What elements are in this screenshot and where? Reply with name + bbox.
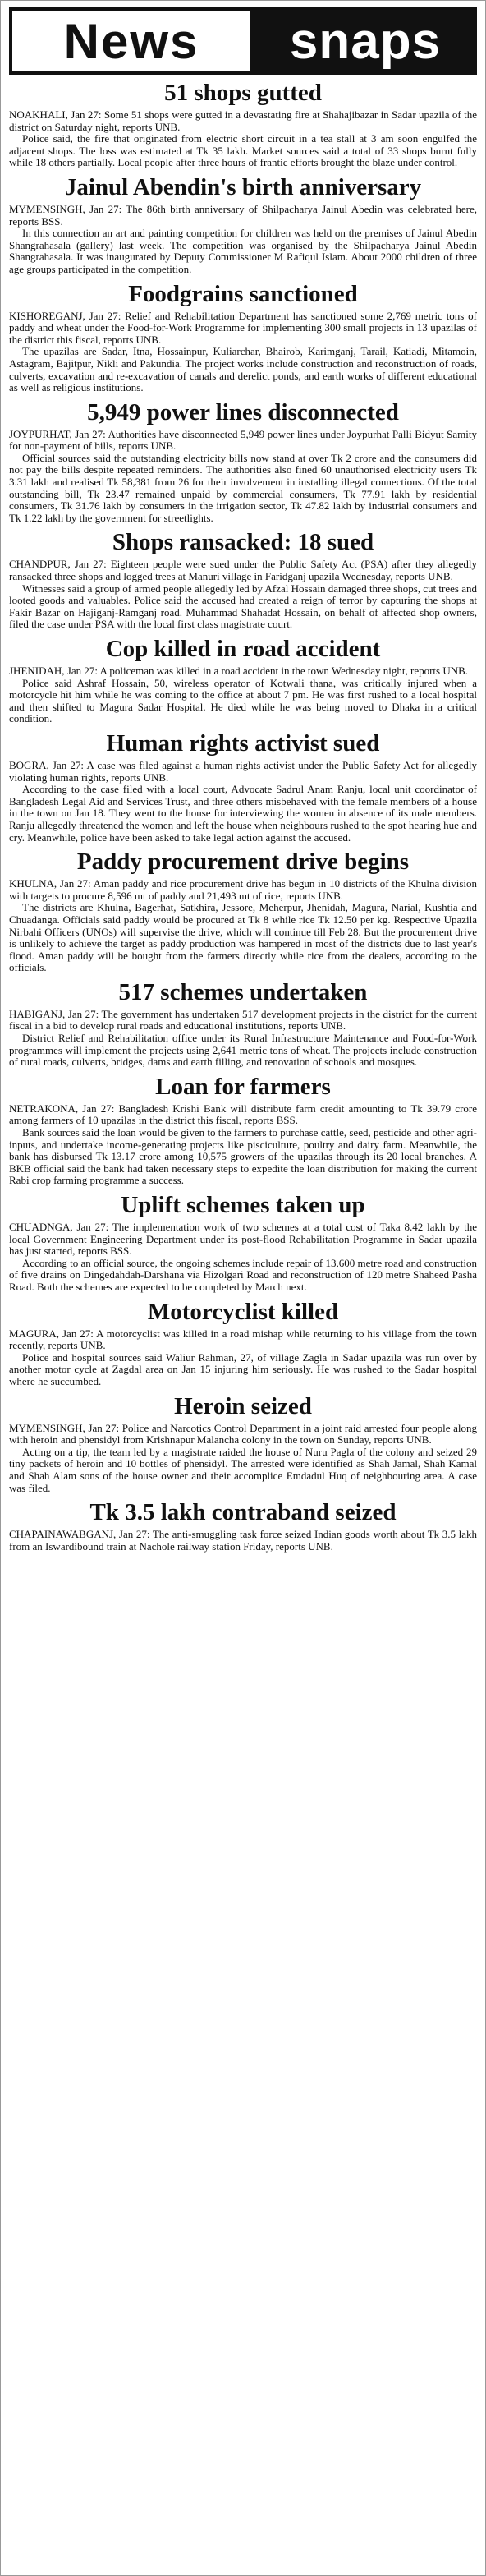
story-headline: Heroin seized — [174, 1392, 312, 1419]
story-headline: Paddy procurement drive begins — [76, 849, 410, 876]
news-story — [9, 1192, 477, 1294]
news-story — [9, 529, 477, 631]
story-body-paragraph: According to an official source, the ongoing schemes include repair of 13,600 metre road and construction of five drains on Dingedahdah-Darshana via Hizolgari Road and reconstruction of 120 metre Shaheed Pasha Road. Both the schemes are expected to be completed by March next. — [9, 1256, 477, 1293]
news-story — [9, 1074, 477, 1187]
story-lead-paragraph: MYMENSINGH, Jan 27: The 86th birth anniversary of Shilpacharya Jainul Abedin was celebrated here, reports BSS. — [9, 202, 477, 228]
story-body-paragraph: District Relief and Rehabilitation office under its Rural Infrastructure Maintenance and Food-for-Work programmes will implement the projects using 2,641 metric tons of wheat. The projects include construction of rural roads, culverts, bridges, dams and earth filling, and renovation of schools and mosques. — [9, 1032, 477, 1069]
story-body-paragraph: Police and hospital sources said Waliur Rahman, 27, of village Zagla in Sadar upazila was run over by another motor cycle at Zagdal area on Jan 15 injuring him seriously. He was rushed to the Sadar hospital where he succumbed. — [9, 1350, 477, 1387]
news-story — [9, 979, 477, 1069]
story-body-paragraph: Witnesses said a group of armed people allegedly led by Afzal Hossain damaged three shops, cut trees and looted goods and valuables. Police said the accused had created a reign of terror by capturing the shops at Fakir Bazar on Hajiganj-Ramganj road. Muhammad Shahadat Hossain, on behalf of affected shop owners, filed the case under PSA with the local first class magistrate court. — [9, 582, 477, 631]
story-headline: Motorcyclist killed — [147, 1298, 339, 1325]
story-headline: Uplift schemes taken up — [121, 1192, 365, 1218]
news-story — [9, 399, 477, 525]
story-headline: 51 shops gutted — [164, 80, 322, 106]
story-body-paragraph: According to the case filed with a local court, Advocate Sadrul Anam Ranju, local unit coordinator of Bangladesh Legal Aid and Services Trust, and three others misbehaved with the female members of a house in the town on Jan 18. They went to the house for interviewing the women in absence of its male members. Ranju allegedly threatened the women and left the house when neighbours rushed to the spot hearing hue and cry. Meanwhile, police have been asked to take legal action against the accused. — [9, 783, 477, 844]
news-story — [9, 1393, 477, 1495]
story-body-paragraph: The upazilas are Sadar, Itna, Hossainpur, Kuliarchar, Bhairob, Karimganj, Tarail, Katiadi, Mitamoin, Astagram, Bajitpur, Nikli and Pakundia. The project works include construction and reconstruction of roads, culverts, excavation and re-excavation of canals and derelict ponds, and earth works of different educational as well as religious institutions. — [9, 345, 477, 394]
story-headline: Human rights activist sued — [106, 729, 380, 757]
story-headline: Tk 3.5 lakh contraband seized — [89, 1499, 397, 1526]
story-lead-paragraph: MAGURA, Jan 27: A motorcyclist was killed in a road mishap while returning to his village from the town recently, reports UNB. — [9, 1327, 477, 1352]
story-headline: Jainul Abendin's birth anniversary — [64, 173, 422, 200]
news-story — [9, 281, 477, 394]
story-headline: Shops ransacked: 18 sued — [112, 529, 374, 556]
story-lead-paragraph: JOYPURHAT, Jan 27: Authorities have disconnected 5,949 power lines under Joypurhat Palli Bidyut Samity for non-payment of bills, reports UNB. — [9, 427, 477, 453]
story-lead-paragraph: JHENIDAH, Jan 27: A policeman was killed in a road accident in the town Wednesday night, reports UNB. — [9, 665, 469, 677]
story-lead-paragraph: HABIGANJ, Jan 27: The government has undertaken 517 development projects in the district for the current fiscal in a bid to develop rural roads and educational institutions, reports UNB. — [9, 1007, 477, 1033]
banner-news-label: News — [9, 7, 254, 75]
story-body-paragraph: Police said, the fire that originated from electric short circuit in a tea stall at 3 am soon engulfed the adjacent shops. The loss was estimated at Tk 35 lakh. Market sources said a total of 33 shops burnt fully while 18 others partially. Local people after three hours of frantic efforts brought the blaze under control. — [9, 132, 477, 169]
news-story — [9, 1499, 477, 1552]
story-body-paragraph: Police said Ashraf Hossain, 50, wireless operator of Kotwali thana, was critically injured when a motorcycle hit him while he was coming to the office at about 7 pm. He was first rushed to a local hospital and then shifted to Magura Sadar Hospital. He died while he was being moved to Dhaka in a critical condition. — [9, 676, 477, 725]
story-lead-paragraph: NOAKHALI, Jan 27: Some 51 shops were gutted in a devastating fire at Shahajibazar in Sadar upazila of the district on Saturday night, reports UNB. — [9, 108, 477, 133]
news-story — [9, 730, 477, 844]
banner-snaps-label: snaps — [254, 7, 477, 75]
news-story — [9, 1299, 477, 1388]
story-lead-paragraph: KHULNA, Jan 27: Aman paddy and rice procurement drive has begun in 10 districts of the Khulna division with targets to procure 8,596 mt of paddy and 21,493 mt of rice, reports UNB. — [9, 877, 477, 902]
story-headline: 5,949 power lines disconnected — [87, 398, 399, 426]
news-snaps-banner — [9, 7, 477, 75]
story-lead-paragraph: CHANDPUR, Jan 27: Eighteen people were sued under the Public Safety Act (PSA) after they allegedly ransacked three shops and logged trees at Manuri village in Faridganj upazila Wednesday, reports UNB. — [9, 558, 477, 583]
story-headline: Foodgrains sanctioned — [128, 280, 358, 307]
story-lead-paragraph: CHAPAINAWABGANJ, Jan 27: The anti-smuggling task force seized Indian goods worth about Tk 3.5 lakh from an Iswardibound train at Nachole railway station Friday, reports UNB. — [9, 1528, 477, 1552]
news-story — [9, 174, 477, 276]
story-lead-paragraph: BOGRA, Jan 27: A case was filed against a human rights activist under the Public Safety Act for allegedly violating human rights, reports UNB. — [9, 758, 477, 784]
story-lead-paragraph: CHUADNGA, Jan 27: The implementation work of two schemes at a total cost of Taka 8.42 lakh by the local Government Engineering Department under its post-flood Rehabilitation Programme in Sadar upazila has just started, reports BSS. — [9, 1221, 477, 1258]
story-lead-paragraph: NETRAKONA, Jan 27: Bangladesh Krishi Bank will distribute farm credit amounting to Tk 39.79 crore among farmers of 10 upazilas in the district this fiscal, reports BSS. — [9, 1102, 477, 1127]
story-column — [9, 80, 477, 1552]
story-lead-paragraph: MYMENSINGH, Jan 27: Police and Narcotics Control Department in a joint raid arrested four people along with heroin and phensidyl from Krishnapur Malancha colony in the town on Sunday, reports UNB. — [9, 1421, 477, 1447]
story-headline: Loan for farmers — [155, 1073, 331, 1100]
story-body-paragraph: The districts are Khulna, Bagerhat, Satkhira, Jessore, Meherpur, Jhenidah, Magura, Narial, Kushtia and Chuadanga. Officials said paddy would be procured at Tk 8 while rice Tk 12.50 per kg. Respective Upazila Nirbahi Officers (UNOs) will supervise the drive, which will continue till Feb 28. But the procurement drive is unlikely to achieve the target as paddy production was hampered in most of the districts due to last year's flood. Aman paddy will be bought from the farmers directly while rice from the dealers, according to the officials. — [9, 901, 477, 974]
news-story — [9, 80, 477, 169]
news-story — [9, 636, 477, 725]
news-story — [9, 849, 477, 974]
story-body-paragraph: Official sources said the outstanding electricity bills now stand at over Tk 2 crore and the consumers did not pay the bills despite repeated reminders. The authorities also fined 60 unauthorised electricity users Tk 3.31 lakh and realised Tk 58,381 from 26 for their involvement in installing illegal connections. Of the total outstanding bill, Tk 23.47 remained unpaid by commercial consumers, Tk 77.91 lakh by residential consumers, Tk 31.76 lakh by consumers in the irrigation sector, Tk 47.82 lakh by industrial consumers and Tk 1.22 lakh by the government for streetlights. — [9, 451, 477, 524]
story-headline: 517 schemes undertaken — [118, 978, 368, 1005]
story-lead-paragraph: KISHOREGANJ, Jan 27: Relief and Rehabilitation Department has sanctioned some 2,769 metric tons of paddy and wheat under the Food-for-Work Programme for implementing 300 small projects in 13 upazilas of the district this fiscal, reports UNB. — [9, 309, 477, 346]
story-body-paragraph: In this connection an art and painting competition for children was held on the premises of Jainul Abedin Shangrahasala (gallery) last week. The competition was organised by the Shilpacharya Jainul Abedin Shangrahasala. It was inaugurated by Deputy Commissioner M Rafiqul Islam. About 2000 children of three age groups participated in the competition. — [9, 227, 477, 275]
story-body-paragraph: Acting on a tip, the team led by a magistrate raided the house of Nuru Pagla of the colony and seized 29 tiny packets of heroin and 10 bottles of phensidyl. The arrested were identified as Shah Jamal, Shah Kamal and Shah Alam sons of the house owner and their accomplice Emdadul Huq of neighbouring area. A case was filed. — [9, 1445, 477, 1494]
story-body-paragraph: Bank sources said the loan would be given to the farmers to purchase cattle, seed, pesticide and other agri-inputs, and undertake income-generating projects like pisciculture, poultry and dairy farm. Meanwhile, the bank has disbursed Tk 13.17 crore among 10,575 growers of the upazilas through its 20 local branches. A BKB official said the bank had taken necessary steps to expedite the loan distribution for making the current Rabi crop farming programme a success. — [9, 1126, 477, 1187]
story-headline: Cop killed in road accident — [105, 636, 381, 662]
